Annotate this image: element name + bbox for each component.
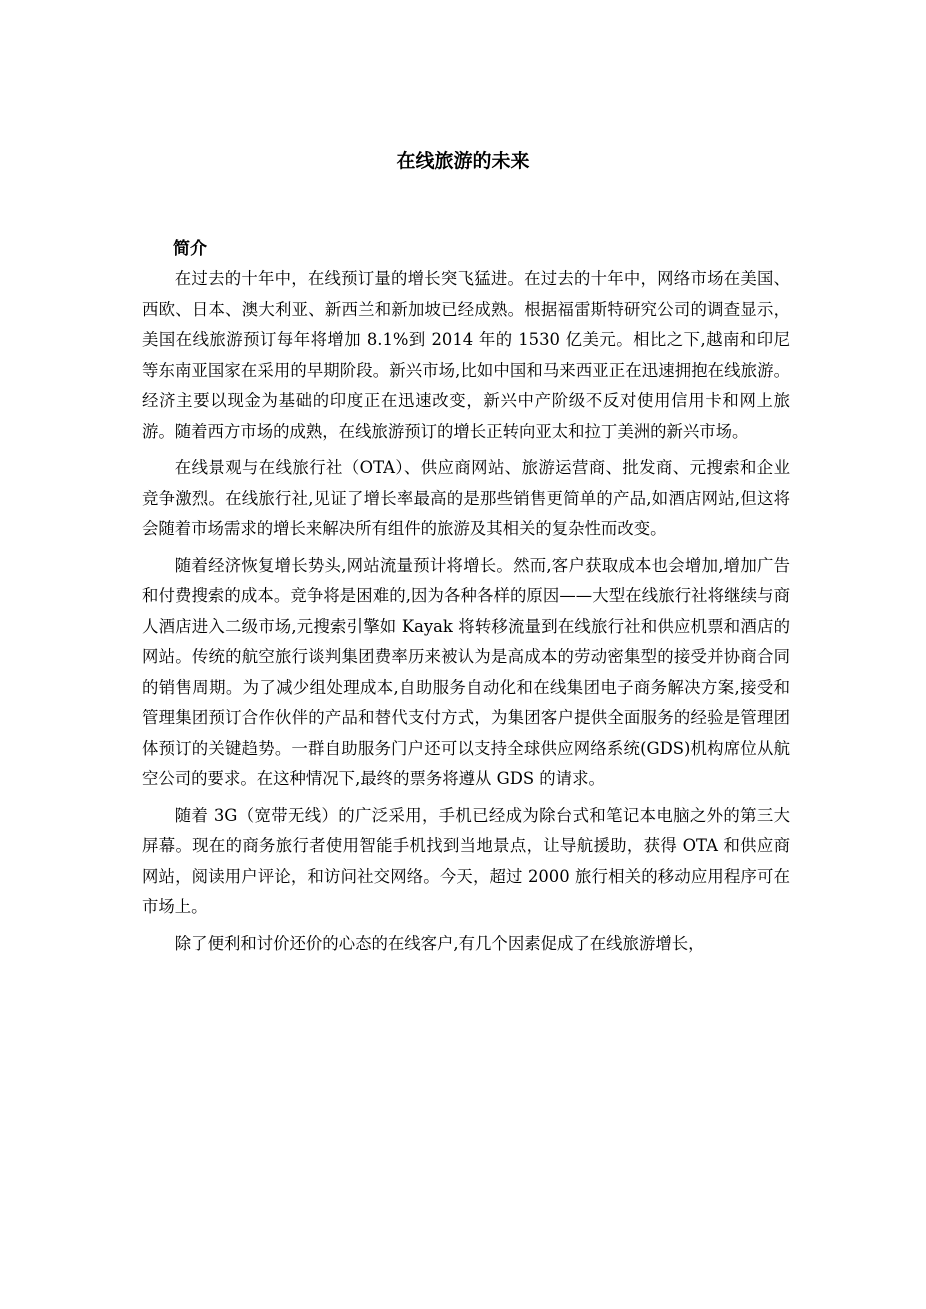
document-body: [142, 264, 790, 965]
paragraph-5: 除了便利和讨价还价的心态的在线客户,有几个因素促成了在线旅游增长，: [174, 933, 705, 953]
paragraph-3: 随着经济恢复增长势头,网站流量预计将增长。然而,客户获取成本也会增加,增加广告和付费搜索的成本。竞争将是困难的,因为各种各样的原因——大型在线旅行社将继续与商人酒店进入二级市场,元搜索引擎如 Kayak 将转移流量到在线旅行社和供应机票和酒店的网站。传统的航空旅行谈判集团费率历来被认为是高成本的劳动密集型的接受并协商合同的销售周期。为了减少组处理成本,自助服务自动化和在线集团电子商务解决方案,接受和管理集团预订合作伙伴的产品和替代支付方式，为集团客户提供全面服务的经验是管理团体预订的关键趋势。一群自助服务门户还可以支持全球供应网络系统(GDS)机构席位从航空公司的要求。在这种情况下,最终的票务将遵从 GDS 的请求。: [142, 555, 790, 788]
paragraph-4: 随着 3G（宽带无线）的广泛采用，手机已经成为除台式和笔记本电脑之外的第三大屏幕。现在的商务旅行者使用智能手机找到当地景点，让导航援助，获得 OTA 和供应商网站，阅读用户评论，和访问社交网络。今天，超过 2000 旅行相关的移动应用程序可在市场上。: [142, 805, 790, 916]
document-title: 在线旅游的未来: [396, 150, 530, 172]
section-heading-introduction: 简介: [173, 239, 207, 259]
paragraph-1: 在过去的十年中，在线预订量的增长突飞猛进。在过去的十年中，网络市场在美国、西欧、日本、澳大利亚、新西兰和新加坡已经成熟。根据福雷斯特研究公司的调查显示，美国在线旅游预订每年将增加 8.1%到 2014 年的 1530 亿美元。相比之下,越南和印尼等东南亚国家在采用的早期阶段。新兴市场,比如中国和马来西亚正在迅速拥抱在线旅游。经济主要以现金为基础的印度正在迅速改变，新兴中产阶级不反对使用信用卡和网上旅游。随着西方市场的成熟，在线旅游预订的增长正转向亚太和拉丁美洲的新兴市场。: [142, 269, 790, 441]
paragraph-2: 在线景观与在线旅行社（OTA）、供应商网站、旅游运营商、批发商、元搜索和企业竞争激烈。在线旅行社,见证了增长率最高的是那些销售更简单的产品,如酒店网站,但这将会随着市场需求的增长来解决所有组件的旅游及其相关的复杂性而改变。: [142, 458, 790, 538]
